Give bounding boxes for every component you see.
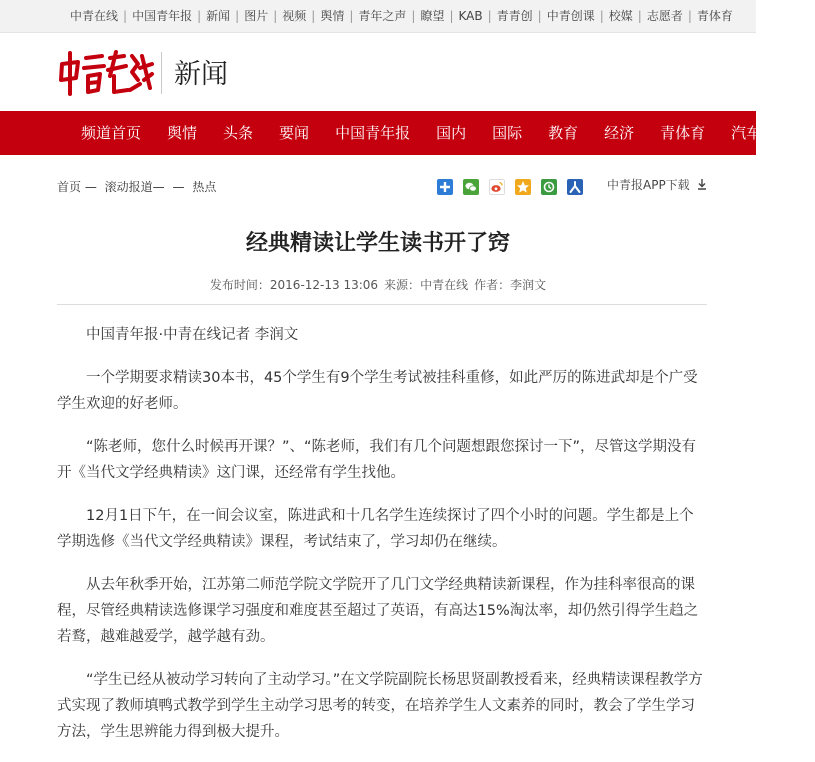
top-link[interactable]: 志愿者 <box>646 9 683 23</box>
source-label: 来源： <box>384 278 421 292</box>
header-divider <box>161 52 162 94</box>
top-link-separator: | <box>411 9 416 23</box>
top-link[interactable]: 青青创 <box>496 9 533 23</box>
nav-item[interactable]: 青体育 <box>660 124 706 142</box>
top-link-separator: | <box>235 9 240 23</box>
nav-item[interactable]: 经济 <box>604 124 635 142</box>
top-link[interactable]: 瞭望 <box>420 9 445 23</box>
top-link[interactable]: 中青创课 <box>546 9 595 23</box>
publish-time: 2016-12-13 13:06 <box>269 278 379 292</box>
article-title: 经典精读让学生读书开了窍 <box>245 231 510 256</box>
article-meta <box>0 276 756 294</box>
author-label: 作者： <box>474 278 511 292</box>
nav-item[interactable]: 舆情 <box>167 124 198 142</box>
nav-item[interactable]: 国内 <box>436 124 467 142</box>
top-link-separator: | <box>537 9 542 23</box>
nav-item[interactable]: 要闻 <box>279 124 310 142</box>
top-link-separator: | <box>349 9 354 23</box>
breadcrumb-separator: — <box>172 180 185 194</box>
breadcrumb-scroll-news[interactable]: 滚动报道— <box>104 180 165 194</box>
top-link[interactable]: 青年之声 <box>358 9 407 23</box>
site-logo[interactable] <box>58 50 154 96</box>
nav-item[interactable]: 中国青年报 <box>335 124 411 142</box>
breadcrumb-hot[interactable]: 热点 <box>192 180 217 194</box>
top-link-separator: | <box>273 9 278 23</box>
app-download-link[interactable] <box>607 176 707 194</box>
top-link-separator: | <box>599 9 604 23</box>
source-name[interactable]: 中青在线 <box>420 278 469 292</box>
top-links <box>70 0 733 32</box>
article-paragraph: “学生已经从被动学习转向了主动学习。”在文学院副院长杨思贤副教授看来，经典精读课程教学方式实现了教师填鸭式教学到学生主动学习思考的转变，在培养学生人文素养的同时，教会了学生学习方法，学生思辨能力得到极大提升。 <box>57 672 703 740</box>
nav-item[interactable]: 专 <box>787 124 803 142</box>
weibo-icon[interactable] <box>489 179 505 195</box>
download-icon <box>697 179 707 190</box>
top-link-separator: | <box>311 9 316 23</box>
top-link-separator: | <box>487 9 492 23</box>
article-body <box>57 322 707 762</box>
nav-item[interactable]: 频道首页 <box>81 124 142 142</box>
nav-item[interactable]: 汽车 <box>731 124 762 142</box>
title-divider <box>57 304 707 305</box>
article-paragraph: 一个学期要求精读30本书，45个学生有9个学生考试被挂科重修，如此严厉的陈进武却是个广受学生欢迎的好老师。 <box>57 370 698 412</box>
top-link[interactable]: 中青在线 <box>70 9 119 23</box>
breadcrumb-home[interactable]: 首页 — <box>57 180 97 194</box>
channel-title: 新闻 <box>174 59 228 90</box>
nav-item[interactable]: 头条 <box>223 124 254 142</box>
top-link-separator: | <box>197 9 202 23</box>
top-link-separator: | <box>449 9 454 23</box>
wechat-icon[interactable] <box>463 179 479 195</box>
nav-list <box>68 111 815 155</box>
top-link-separator: | <box>637 9 642 23</box>
nav-item[interactable]: 国际 <box>492 124 523 142</box>
top-link[interactable]: 中国青年报 <box>132 9 193 23</box>
top-link-separator: | <box>687 9 692 23</box>
qzone-add-icon[interactable] <box>437 179 453 195</box>
main-nav <box>0 111 803 155</box>
article-paragraph: 中国青年报·中青在线记者 李润文 <box>86 327 299 343</box>
logo-calligraphy-icon <box>58 50 154 96</box>
top-link[interactable]: 图片 <box>244 9 269 23</box>
article-paragraph: 从去年秋季开始，江苏第二师范学院文学院开了几门文学经典精读新课程，作为挂科率很高的课程，尽管经典精读选修课学习强度和难度甚至超过了英语，有高达15%淘汰率，却仍然引得学生趋之若鹜，越难越爱学，越学越有劲。 <box>57 577 699 645</box>
publish-label: 发布时间： <box>209 278 270 292</box>
qzone-star-icon[interactable] <box>515 179 531 195</box>
top-link[interactable]: 新闻 <box>206 9 231 23</box>
top-link[interactable]: 青体育 <box>696 9 733 23</box>
top-link[interactable]: 舆情 <box>320 9 345 23</box>
top-link[interactable]: 校媒 <box>608 9 633 23</box>
douban-icon[interactable] <box>541 179 557 195</box>
author-name: 李润文 <box>510 278 547 292</box>
top-link[interactable]: KAB <box>458 9 483 23</box>
breadcrumb <box>57 178 220 196</box>
nav-item[interactable]: 教育 <box>548 124 579 142</box>
top-link[interactable]: 视频 <box>282 9 307 23</box>
app-download-label: 中青报APP下载 <box>607 178 690 192</box>
article-paragraph: 12月1日下午，在一间会议室，陈进武和十几名学生连续探讨了四个小时的问题。学生都是上个学期选修《当代文学经典精读》课程，考试结束了，学习却仍在继续。 <box>57 508 694 550</box>
share-bar <box>437 179 588 197</box>
article-paragraph: “陈老师，您什么时候再开课？”、“陈老师，我们有几个问题想跟您探讨一下”，尽管这学期没有开《当代文学经典精读》这门课，还经常有学生找他。 <box>57 439 697 481</box>
top-link-separator: | <box>123 9 128 23</box>
top-link-bar <box>0 0 756 33</box>
renren-icon[interactable] <box>567 179 583 195</box>
